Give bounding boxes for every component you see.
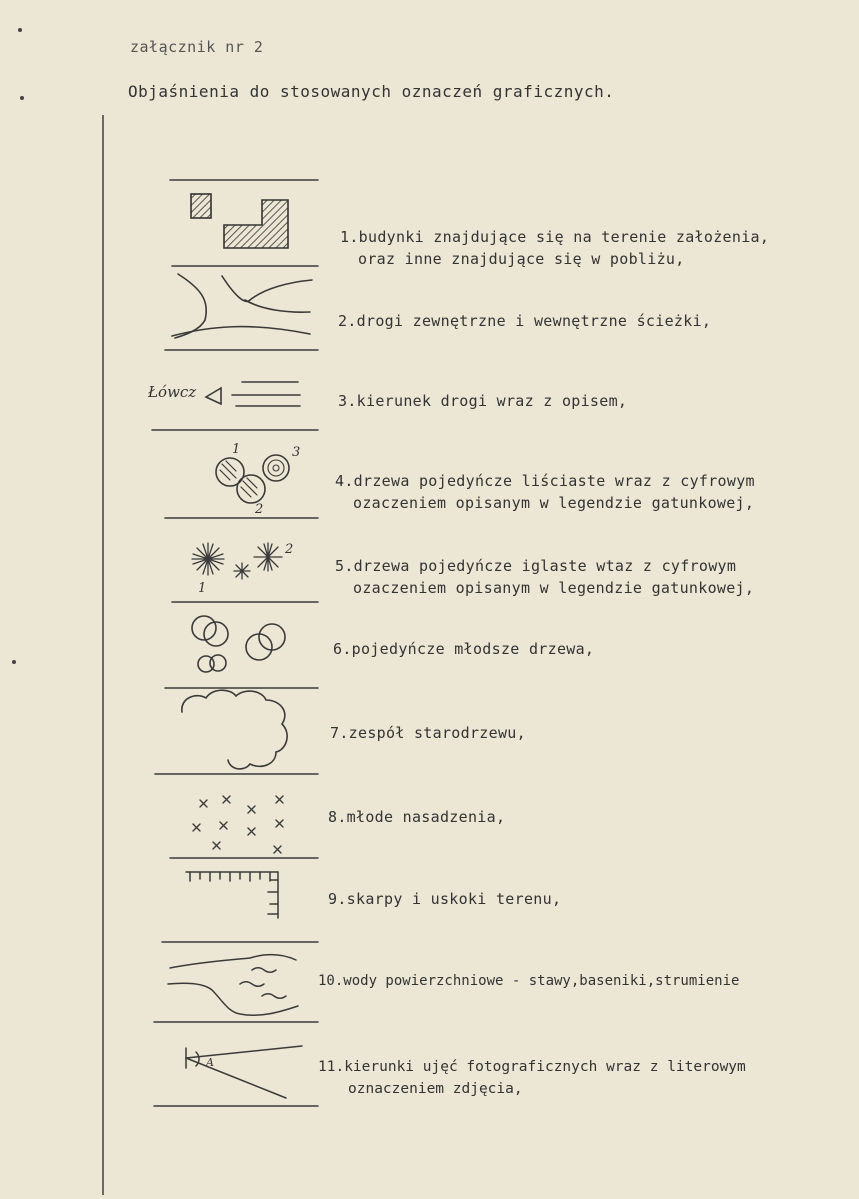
legend-item-text: oraz inne znajdujące się w pobliżu,	[358, 250, 685, 268]
young-tree-symbol	[165, 616, 318, 688]
legend-item-text: 2.drogi zewnętrzne i wewnętrzne ścieżki,	[338, 312, 712, 330]
slope-symbol	[162, 872, 318, 942]
conifer-number-1: 1	[198, 581, 207, 596]
tree-number-1: 1	[232, 442, 241, 457]
legend-item-9	[328, 888, 561, 910]
old-tree-stand-symbol	[155, 690, 318, 774]
legend-item-text: 5.drzewa pojedyńcze iglaste wtaz z cyfrowym	[335, 557, 737, 575]
legend-item-6	[333, 638, 594, 660]
legend-item-text: 11.kierunki ujęć fotograficznych wraz z literowym	[318, 1059, 746, 1075]
conifer-tree-symbol	[172, 543, 318, 602]
legend-item-text: 3.kierunek drogi wraz z opisem,	[338, 392, 628, 410]
annex-label: załącznik nr 2	[130, 38, 264, 56]
legend-item-8	[328, 806, 505, 828]
legend-item-text: 1.budynki znajdujące się na terenie założenia,	[340, 228, 770, 246]
legend-item-text: ozaczeniem opisanym w legendzie gatunkowej,	[353, 579, 755, 597]
legend-item-7	[330, 722, 526, 744]
legend-item-4	[335, 470, 755, 514]
legend-item-text: ozaczeniem opisanym w legendzie gatunkowej,	[353, 494, 755, 512]
building-symbol	[170, 180, 318, 266]
page-title: Objaśnienia do stosowanych oznaczeń graficznych.	[128, 82, 615, 101]
legend-item-1	[340, 226, 769, 270]
legend-item-10	[318, 970, 739, 992]
legend-item-11	[318, 1056, 746, 1100]
young-planting-symbol	[170, 796, 318, 858]
photo-direction-symbol	[154, 1046, 318, 1106]
legend-item-text: oznaczeniem zdjęcia,	[348, 1081, 523, 1097]
legend-item-text: 7.zespół starodrzewu,	[330, 724, 526, 742]
legend-item-text: 9.skarpy i uskoki terenu,	[328, 890, 562, 908]
deciduous-tree-symbol	[165, 455, 318, 518]
legend-item-text: 10.wody powierzchniowe - stawy,baseniki,strumienie	[318, 973, 740, 989]
photo-letter: A	[206, 1056, 214, 1069]
road-symbol	[165, 274, 318, 350]
conifer-number-2: 2	[285, 542, 294, 557]
legend-item-5	[335, 555, 754, 599]
legend-item-2	[338, 310, 711, 332]
legend-item-text: 6.pojedyńcze młodsze drzewa,	[333, 640, 595, 658]
legend-item-text: 8.młode nasadzenia,	[328, 808, 506, 826]
road-name-label: Łówcz	[148, 383, 197, 401]
legend-item-text: 4.drzewa pojedyńcze liściaste wraz z cyfrowym	[335, 472, 755, 490]
tree-number-3: 3	[292, 445, 301, 460]
tree-number-2: 2	[255, 502, 264, 517]
legend-item-3	[338, 390, 627, 412]
water-symbol	[154, 955, 318, 1022]
